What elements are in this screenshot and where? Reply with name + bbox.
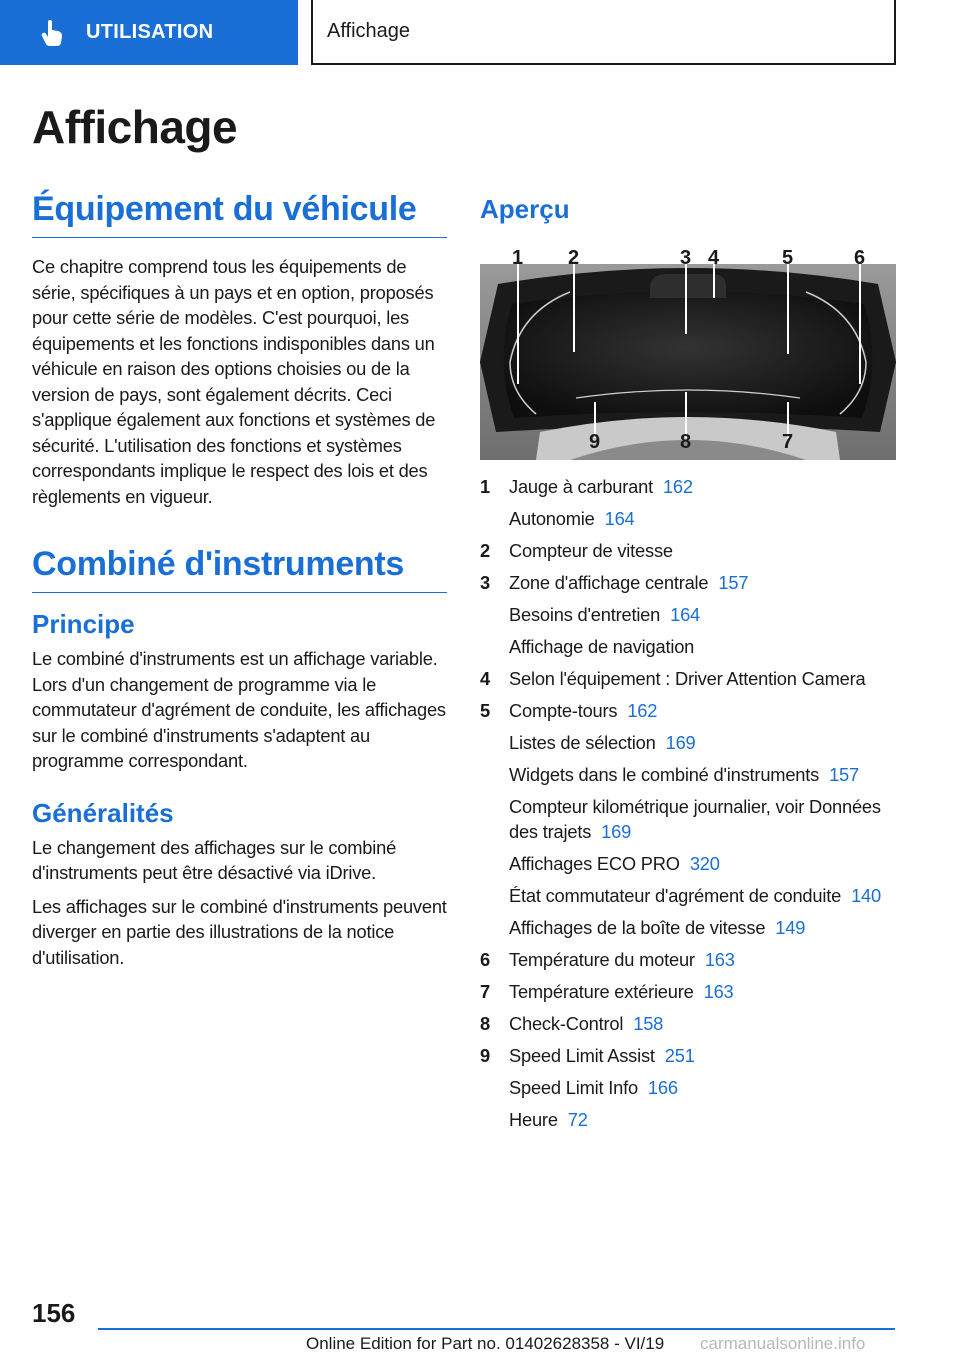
- legend-text-wrap: [509, 1043, 900, 1068]
- callout-2: 2: [568, 247, 580, 269]
- legend-text-wrap: [509, 698, 900, 723]
- page-reference-link[interactable]: 164: [670, 603, 701, 625]
- page-reference-link[interactable]: 169: [665, 731, 696, 753]
- pointing-hand-icon: [38, 19, 66, 47]
- legend-text: Température extérieure: [509, 980, 694, 1002]
- page-reference-link[interactable]: 169: [601, 820, 632, 842]
- legend-item: [480, 879, 900, 911]
- legend-text-wrap: [509, 570, 900, 595]
- legend-number: [480, 1107, 509, 1132]
- legend-text: Selon l'équipement : Driver Attention Camera: [509, 667, 866, 689]
- legend-text-wrap: [509, 851, 900, 876]
- page-reference-link[interactable]: 162: [627, 699, 658, 721]
- legend-number: [480, 602, 509, 627]
- legend-text: Autonomie: [509, 507, 595, 529]
- legend-item: [480, 943, 900, 975]
- legend-item: [480, 502, 900, 534]
- callout-3: 3: [680, 247, 692, 269]
- page-reference-link[interactable]: 72: [567, 1108, 588, 1130]
- legend-text: Compteur kilométrique journalier, voir Données des trajets: [509, 795, 881, 842]
- header-section-label: Affichage: [327, 20, 411, 42]
- legend-text-wrap: [509, 730, 900, 755]
- legend-text: Widgets dans le combiné d'instruments: [509, 763, 820, 785]
- legend-item: [480, 1007, 900, 1039]
- legend-number: 8: [480, 1012, 490, 1034]
- legend-item: [480, 790, 900, 847]
- legend-text: État commutateur d'agrément de conduite: [509, 884, 842, 906]
- legend-text-wrap: [509, 506, 900, 531]
- legend-text: Température du moteur: [509, 948, 695, 970]
- paragraph-equipement: Ce chapitre comprend tous les équipements de série, spécifiques à un pays et en option, proposés pour cette série de modèles. C'est pourquoi, les équipements et les fonctions indisponibles dans un véhicule en raison des options choisies ou de la version de pays, sont également décrits. Ceci s'applique également aux fonctions et systèmes de sécurité. L'utilisation des fonctions et systèmes correspondants implique le respect des lois et des règlements en vigueur.: [32, 256, 436, 507]
- callout-6: 6: [854, 247, 866, 269]
- legend-number: [480, 762, 509, 787]
- legend-item: [480, 598, 900, 630]
- legend-number: 7: [480, 980, 490, 1002]
- legend-text: Listes de sélection: [509, 731, 656, 753]
- page-reference-link[interactable]: 140: [851, 884, 881, 906]
- legend-number: [480, 883, 509, 908]
- legend-number: [480, 915, 509, 940]
- watermark: carmanualsonline.info: [700, 1334, 866, 1353]
- page-reference-link[interactable]: 162: [662, 475, 693, 497]
- legend-item: [480, 662, 900, 694]
- figure-legend: [480, 470, 900, 1135]
- legend-item: [480, 847, 900, 879]
- right-column: [480, 190, 896, 225]
- legend-item: [480, 1071, 900, 1103]
- page-number: 156: [32, 1298, 76, 1328]
- legend-number: 6: [480, 948, 490, 970]
- legend-item: [480, 758, 900, 790]
- callout-8: 8: [680, 431, 692, 453]
- legend-text-wrap: [509, 538, 900, 563]
- legend-text: Jauge à carburant: [509, 475, 653, 497]
- legend-text: Zone d'affichage centrale: [509, 571, 709, 593]
- legend-text-wrap: [509, 915, 900, 940]
- page-reference-link[interactable]: 163: [704, 948, 735, 970]
- legend-text-wrap: [509, 1075, 900, 1100]
- paragraph-principe: Le combiné d'instruments est un affichage variable. Lors d'un changement de programme via le commutateur d'agrément de conduite, les affichages sur le combiné d'instruments s'adaptent au programme correspondant.: [32, 648, 446, 771]
- legend-item: [480, 975, 900, 1007]
- legend-number: [480, 851, 509, 876]
- legend-item: [480, 1103, 900, 1135]
- legend-text: Affichages de la boîte de vitesse: [509, 916, 766, 938]
- instrument-cluster-figure: [480, 242, 896, 460]
- page-reference-link[interactable]: 164: [604, 507, 635, 529]
- legend-number: [480, 1075, 509, 1100]
- legend-text-wrap: [509, 1107, 900, 1132]
- header-tab-utilisation: [0, 0, 298, 65]
- legend-text: Check-Control: [509, 1012, 624, 1034]
- callout-9: 9: [589, 431, 601, 453]
- legend-text-wrap: [509, 947, 900, 972]
- paragraph-generalites-1: Le changement des affichages sur le combiné d'instruments peut être désactivé via iDrive.: [32, 836, 397, 883]
- footer-rule: [98, 1328, 895, 1330]
- heading-combine: Combiné d'instruments: [32, 545, 447, 593]
- legend-text: Compteur de vitesse: [509, 539, 673, 561]
- legend-number: 1: [480, 475, 490, 497]
- legend-item: [480, 694, 900, 726]
- footer-edition: Online Edition for Part no. 01402628358 - VI/19: [306, 1334, 665, 1353]
- cluster-screen: [503, 291, 872, 418]
- legend-text-wrap: [509, 762, 900, 787]
- legend-number: 3: [480, 571, 490, 593]
- legend-text: Speed Limit Assist: [509, 1044, 655, 1066]
- legend-text: Affichage de navigation: [509, 635, 695, 657]
- callout-1: 1: [512, 247, 524, 269]
- legend-number: [480, 730, 509, 755]
- heading-apercu: Aperçu: [480, 194, 570, 224]
- legend-item: [480, 726, 900, 758]
- heading-generalites: Généralités: [32, 797, 174, 828]
- callout-5: 5: [782, 247, 794, 269]
- left-column: [32, 190, 447, 970]
- legend-text: Besoins d'entretien: [509, 603, 661, 625]
- page-reference-link[interactable]: 320: [689, 852, 720, 874]
- heading-equipement: Équipement du véhicule: [32, 190, 447, 238]
- legend-text-wrap: [509, 979, 900, 1004]
- page-reference-link[interactable]: 163: [703, 980, 734, 1002]
- legend-number: 9: [480, 1044, 490, 1066]
- legend-text-wrap: [509, 474, 900, 499]
- legend-text: Compte-tours: [509, 699, 618, 721]
- legend-item: [480, 630, 900, 662]
- legend-text: Heure: [509, 1108, 558, 1130]
- page-reference-link[interactable]: 166: [647, 1076, 678, 1098]
- legend-number: [480, 506, 509, 531]
- legend-text-wrap: [509, 602, 900, 627]
- legend-text-wrap: [509, 1011, 900, 1036]
- legend-number: [480, 634, 509, 659]
- legend-text: Affichages ECO PRO: [509, 852, 680, 874]
- page-title: Affichage: [32, 101, 238, 153]
- legend-text-wrap: [509, 883, 900, 908]
- callout-7: 7: [782, 431, 794, 453]
- legend-text-wrap: [509, 634, 900, 659]
- page-reference-link[interactable]: 158: [633, 1012, 664, 1034]
- callout-4: 4: [708, 247, 720, 269]
- header-section: [311, 0, 896, 65]
- legend-item: [480, 1039, 900, 1071]
- legend-text-wrap: [509, 794, 900, 844]
- page-reference-link[interactable]: 157: [718, 571, 749, 593]
- legend-item: [480, 534, 900, 566]
- legend-item: [480, 911, 900, 943]
- legend-number: [480, 794, 509, 844]
- paragraph-generalites-2: Les affichages sur le combiné d'instruments peuvent diverger en partie des illustrations de la notice d'utilisation.: [32, 895, 447, 968]
- legend-number: 5: [480, 699, 490, 721]
- page-reference-link[interactable]: 251: [664, 1044, 695, 1066]
- legend-number: 4: [480, 667, 490, 689]
- legend-item: [480, 470, 900, 502]
- legend-number: 2: [480, 539, 490, 561]
- legend-item: [480, 566, 900, 598]
- page-reference-link[interactable]: 157: [829, 763, 859, 785]
- heading-principe: Principe: [32, 609, 135, 639]
- page-reference-link[interactable]: 149: [775, 916, 806, 938]
- header-tab-label: UTILISATION: [86, 21, 214, 43]
- legend-text: Speed Limit Info: [509, 1076, 638, 1098]
- legend-text-wrap: [509, 666, 900, 691]
